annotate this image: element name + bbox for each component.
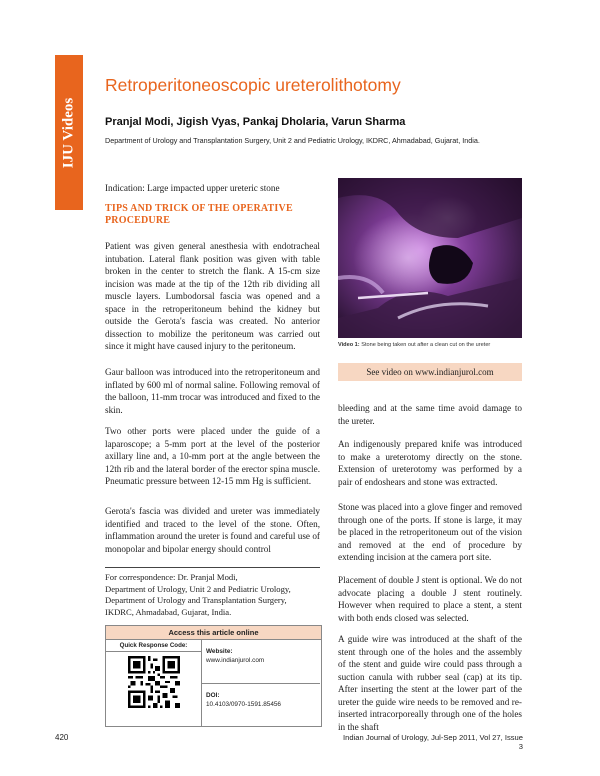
section-side-tab [55, 55, 83, 210]
qr-code-icon[interactable] [128, 656, 180, 708]
correspondence-line: For correspondence: Dr. Pranjal Modi, [105, 572, 238, 582]
website-label: Website: [206, 648, 233, 655]
section-heading: TIPS AND TRICK OF THE OPERATIVE PROCEDURE [105, 203, 293, 226]
access-box-heading: Access this article online [106, 626, 321, 640]
body-paragraph: Stone was placed into a glove finger and removed through one of the ports. If stone is large, it may be placed in the retroperitoneum out of the vision and removed at the end of procedure by extending incision at the camera port site. [338, 502, 522, 563]
page-number: 420 [55, 733, 69, 742]
correspondence-line: Department of Urology and Transplantation Surgery, [105, 595, 287, 606]
access-article-box [105, 625, 322, 727]
correspondence-line: Department of Urology, Unit 2 and Pediatric Urology, [105, 583, 291, 594]
website-link[interactable]: www.indianjurol.com [206, 657, 265, 664]
article-affiliation: Department of Urology and Transplantation Surgery, Unit 2 and Pediatric Urology, IKDRC, Ahmadabad, Gujarat, India. [105, 136, 480, 145]
qr-label: Quick Response Code: [106, 640, 201, 652]
article-title: Retroperitoneoscopic ureterolithotomy [105, 75, 401, 95]
body-paragraph: Placement of double J stent is optional. We do not advocate placing a double J stent routinely. However when required to place a stent, a stent with both ends closed was selected. [338, 575, 522, 623]
article-authors: Pranjal Modi, Jigish Vyas, Pankaj Dholaria, Varun Sharma [105, 116, 406, 128]
body-paragraph: Patient was given general anesthesia with endotracheal intubation. Lateral flank position was given with table broken in the center to stretch the flank. A 15-cm size incision was made at the tip of the 12th rib dividing all muscle layers. Lumbodorsal fascia was opened and a space in the retroperitoneum behind the kidney but outside the Gerota's fascia was created. No anterior dissection to mobilize the peritoneum was carried out since it might have caused injury to the peritoneum. [105, 241, 320, 352]
see-video-link[interactable]: See video on www.indianjurol.com [338, 363, 522, 381]
doi-label: DOI: [206, 692, 220, 699]
body-paragraph: An indigenously prepared knife was introduced to make a ureterotomy directly on the stone. Extension of ureterotomy was performed by a pair of endoshears and stone was extracted. [338, 439, 522, 487]
doi-link[interactable]: 10.4103/0970-1591.85456 [206, 701, 281, 708]
body-paragraph: A guide wire was introduced at the shaft of the stent through one of the holes and the assembly of the stent and guide wire could pass through a suction canula with rubber seal (cap) at its tip. After inserting the stent at the lower part of the ureter the guide wire needs to be removed and re-inserted intracorporeally through one of the holes in the shaft [338, 634, 522, 732]
video-caption-text: Stone being taken out after a clean cut on the ureter [361, 342, 491, 348]
qr-cell [106, 640, 202, 726]
video-caption-label: Video 1: [338, 342, 360, 348]
body-paragraph: Gaur balloon was introduced into the retroperitoneum and inflated by 600 ml of normal saline. Following removal of the balloon, 11-mm trocar was introduced and fixed to the skin. [105, 367, 320, 415]
indication-text: Indication: Large impacted upper ureteric stone [105, 183, 280, 193]
body-paragraph: Gerota's fascia was divided and ureter was immediately identified and traced to the level of the stone. Often, inflammation around the ureter is found and careful use of monopolar and bipolar energy should control [105, 506, 320, 554]
correspondence-line: IKDRC, Ahmadabad, Gujarat, India. [105, 606, 232, 617]
body-paragraph: Two other ports were placed under the guide of a laparoscope; a 5-mm port at the level of the posterior axillary line and, a 10-mm port at the angle between the 12th rib and the lateral border of the erector spina muscle. Pneumatic pressure between 12-15 mm Hg is sufficient. [105, 426, 320, 487]
video-caption [338, 342, 490, 348]
website-cell [202, 640, 320, 684]
side-tab-label: IJU Videos [60, 97, 77, 168]
correspondence-divider [105, 567, 320, 568]
video-thumbnail[interactable] [338, 178, 522, 338]
correspondence-block [105, 572, 320, 618]
doi-cell [202, 684, 320, 726]
body-paragraph: bleeding and at the same time avoid damage to the ureter. [338, 403, 522, 426]
journal-citation: Indian Journal of Urology, Jul-Sep 2011, Vol 27, Issue 3 [343, 733, 523, 751]
